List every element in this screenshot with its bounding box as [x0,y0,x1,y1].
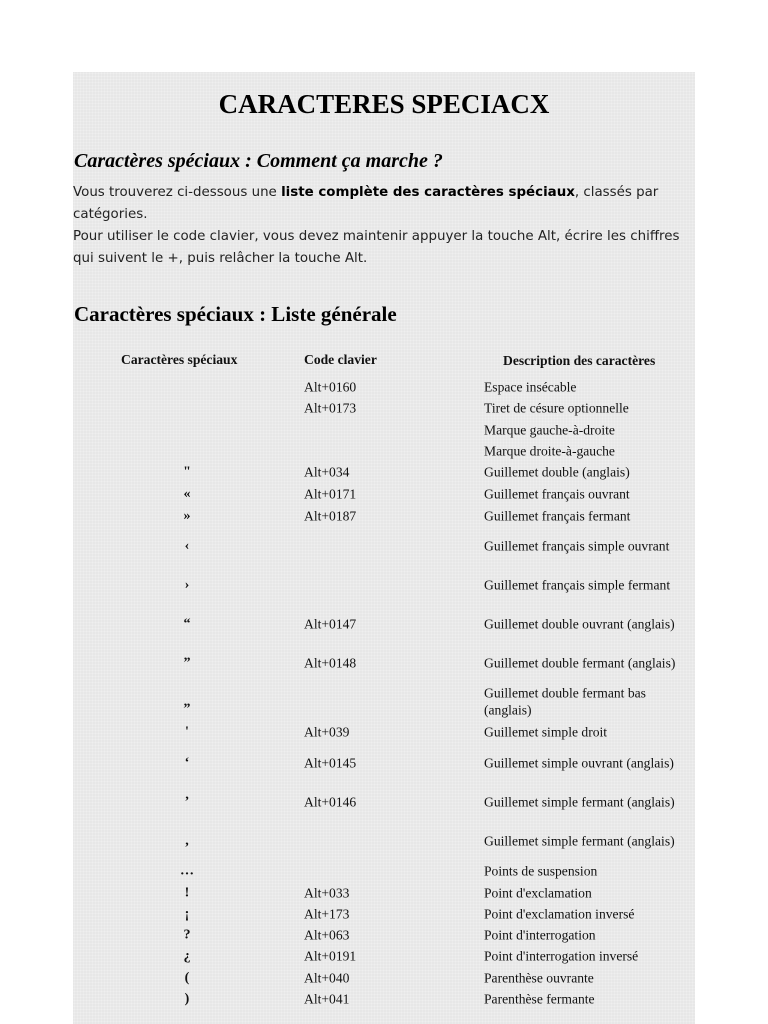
table-row [73,440,695,461]
character-description: Guillemet simple ouvrant (anglais) [484,754,674,770]
character-description: Marque gauche-à-droite [484,421,615,437]
intro-text-prefix: Vous trouverez ci-dessous une [73,185,282,200]
special-character: ‚ [184,833,190,848]
table-header-row [73,352,695,376]
special-character: „ [183,694,191,709]
special-character: ¡ [184,906,190,921]
table-row [73,682,695,721]
page-title: CARACTERES SPECIACX [218,89,550,119]
keyboard-code: Alt+0173 [304,400,357,416]
special-character: ' [185,724,189,740]
keyboard-code: Alt+0191 [304,948,357,964]
header-keyboard-code: Code clavier [304,352,377,367]
character-description: Guillemet double fermant bas (anglais) [484,685,646,718]
keyboard-code: Alt+0145 [304,755,357,770]
table-body [73,376,695,1009]
character-description: Point d'interrogation [484,926,596,942]
special-character: › [184,577,190,592]
header-description: Description des caractères [503,353,656,368]
keyboard-code: Alt+033 [304,885,350,900]
character-description: Guillemet français ouvrant [484,486,630,502]
character-description: Point d'exclamation inversé [484,905,635,921]
keyboard-code: Alt+0160 [304,379,357,394]
keyboard-code: Alt+0171 [304,486,357,502]
character-description: Espace insécable [484,378,577,394]
character-description: Marque droite-à-gauche [484,442,615,458]
special-character: ) [184,991,190,1006]
table-row [73,526,695,565]
table-row [73,565,695,604]
special-characters-table [73,352,695,1009]
document-page [73,72,695,1024]
character-description: Guillemet français fermant [484,507,631,523]
character-description: Point d'interrogation inversé [484,948,639,964]
special-character: " [183,464,191,480]
character-description: Parenthèse fermante [484,990,595,1006]
table-row [73,860,695,882]
table-row [73,903,695,924]
intro-paragraph [73,182,688,270]
character-description: Point d'exclamation [484,884,592,900]
table-row [73,505,695,526]
character-description: Parenthèse ouvrante [484,969,594,985]
table-row [73,604,695,643]
table-row [73,376,695,397]
keyboard-code: Alt+034 [304,464,350,480]
table-row [73,721,695,743]
table-row [73,945,695,967]
intro-instructions: Pour utiliser le code clavier, vous devez maintenir appuyer la touche Alt, écrire les chiffres qui suivent le +, puis relâcher la touche Alt. [73,229,680,266]
section-heading-general-list: Caractères spéciaux : Liste générale [74,302,397,326]
character-description: Guillemet français simple ouvrant [484,537,670,553]
table-row [73,461,695,483]
character-description: Guillemet français simple fermant [484,576,671,592]
header-characters: Caractères spéciaux [121,352,238,367]
special-character: ! [184,885,190,900]
table-row [73,924,695,945]
character-description: Guillemet simple fermant (anglais) [484,793,675,809]
keyboard-code: Alt+0147 [304,616,357,631]
table-row [73,988,695,1009]
special-character: ” [183,655,191,670]
keyboard-code: Alt+0187 [304,508,357,523]
special-character: ? [183,927,191,942]
special-character: ¿ [183,948,191,964]
character-description: Guillemet double fermant (anglais) [484,654,676,670]
special-character: ‹ [184,538,190,553]
section-heading-how-it-works: Caractères spéciaux : Comment ça marche ? [74,150,443,172]
intro-text-bold: liste complète des caractères spéciaux [281,185,575,200]
table-row [73,882,695,903]
character-description: Guillemet simple fermant (anglais) [484,832,675,848]
keyboard-code: Alt+063 [304,927,350,942]
special-character: ’ [184,794,190,809]
character-description: Guillemet double (anglais) [484,464,630,480]
special-character: “ [183,616,191,631]
keyboard-code: Alt+173 [304,906,350,921]
intro-text-suffix: , classés par catégories. [73,185,659,222]
special-character: … [180,863,194,879]
special-character: » [183,508,191,523]
keyboard-code: Alt+0148 [304,655,357,670]
keyboard-code: Alt+0146 [304,794,357,809]
special-character: ‘ [184,755,190,770]
keyboard-code: Alt+039 [304,724,350,740]
table-row [73,397,695,419]
character-description: Guillemet double ouvrant (anglais) [484,615,675,631]
table-row [73,821,695,860]
character-description: Guillemet simple droit [484,724,608,740]
table-row [73,782,695,821]
table-row [73,743,695,782]
table-row [73,643,695,682]
table-row [73,967,695,988]
special-character: « [183,486,191,502]
character-description: Points de suspension [484,863,598,879]
table-row [73,483,695,505]
special-character: ( [184,970,190,985]
character-description: Tiret de césure optionnelle [484,400,629,416]
keyboard-code: Alt+041 [304,991,350,1006]
table-row [73,419,695,440]
keyboard-code: Alt+040 [304,970,350,985]
